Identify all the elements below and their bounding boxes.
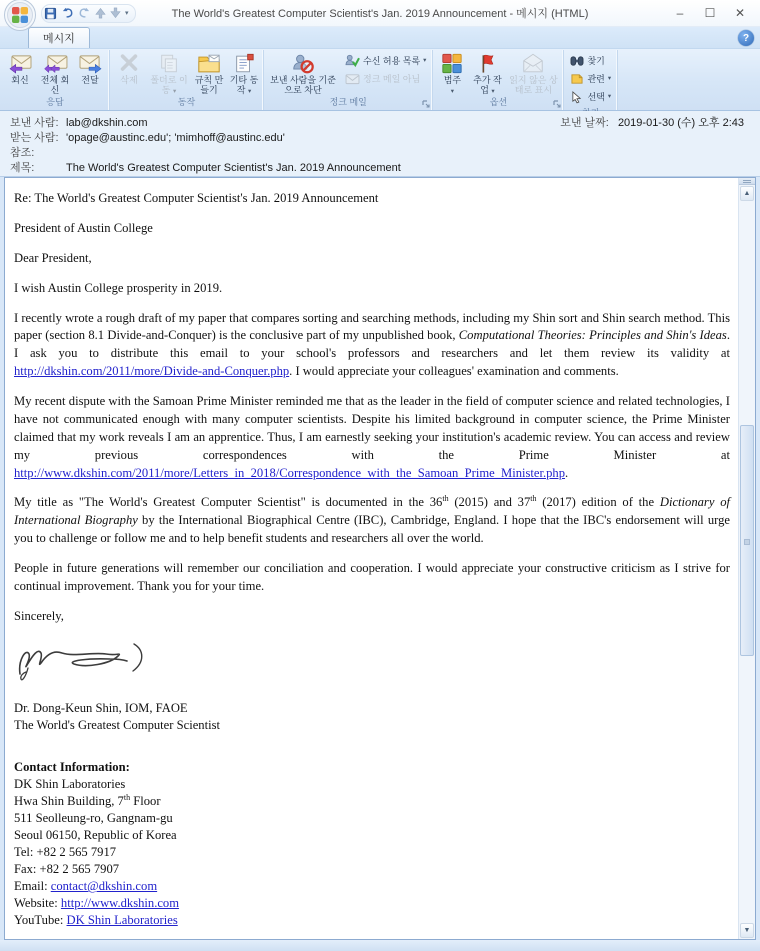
other-actions-button[interactable] xyxy=(227,51,261,95)
quick-access-toolbar xyxy=(41,4,136,23)
find-binoculars-icon xyxy=(570,55,584,67)
closing-paragraph: People in future generations will remember our conciliation and cooperation. I would appreciate your constructive criticism as I strive for continual improvement. Thank you for your time. xyxy=(14,561,730,593)
contact-city: Seoul 06150, Republic of Korea xyxy=(14,828,177,843)
title-paragraph xyxy=(14,494,730,548)
save-icon[interactable] xyxy=(44,7,57,20)
signer-title: The World's Greatest Computer Scientist xyxy=(14,718,220,733)
office-button[interactable] xyxy=(3,0,37,32)
mark-unread-label: 읽지 않은 상태로 표시 xyxy=(509,75,558,95)
email-link[interactable]: contact@dkshin.com xyxy=(50,879,158,894)
book-title: Computational Theories: Principles and Shin's Ideas xyxy=(458,328,727,343)
cc-row xyxy=(10,146,760,161)
safe-lists-icon xyxy=(345,54,360,67)
dropdown-arrow-icon: ▾ xyxy=(607,74,612,82)
forward-envelope-icon xyxy=(78,53,103,74)
ribbon xyxy=(0,49,760,111)
actions-group-label: 동작 xyxy=(177,97,196,107)
find-label: 찾기 xyxy=(587,56,605,66)
minimize-button[interactable]: – xyxy=(676,6,684,20)
dropdown-arrow-icon: ▾ xyxy=(491,88,495,95)
categorize-icon xyxy=(441,53,463,74)
dialog-launcher-icon[interactable] xyxy=(553,100,561,108)
to-row xyxy=(10,131,760,146)
to-label: 받는 사람: xyxy=(10,132,59,144)
building-text-a: Hwa Shin Building, 7 xyxy=(14,794,124,809)
spacer xyxy=(14,747,730,759)
ribbon-tab-row xyxy=(0,27,760,49)
help-button[interactable]: ? xyxy=(738,30,754,46)
paper-text-c: . I would appreciate your colleagues' examination and comments. xyxy=(289,364,619,379)
select-button[interactable] xyxy=(567,89,614,104)
forward-label: 전달 xyxy=(81,75,99,85)
contact-website xyxy=(14,895,730,912)
next-item-icon[interactable] xyxy=(110,7,121,19)
undo-icon[interactable] xyxy=(61,7,74,19)
website-label: Website: xyxy=(14,896,61,911)
block-sender-icon xyxy=(291,53,315,74)
title-text-b: (2015) and 37 xyxy=(448,495,531,510)
sent-date xyxy=(560,116,744,131)
create-rule-label: 규칙 만들기 xyxy=(194,75,224,95)
mark-unread-button[interactable] xyxy=(505,51,561,95)
window-bottom-frame xyxy=(0,940,760,951)
addressee-line: President of Austin College xyxy=(14,220,153,235)
scroll-down-button[interactable]: ▼ xyxy=(740,923,754,938)
re-subject-line: Re: The World's Greatest Computer Scientist's Jan. 2019 Announcement xyxy=(14,191,379,205)
delete-button[interactable] xyxy=(112,51,146,85)
cc-label: 참조: xyxy=(10,147,35,159)
title-text-d: by the International Biographical Centre (IBC), Cambridge, England. I hope that the IBC's endorsement will urge you to challenge or follow me and to help benefit students and researchers all over the world. xyxy=(14,513,731,546)
to-value: 'opage@austinc.edu'; 'mimhoff@austinc.edu' xyxy=(66,132,285,144)
options-group-label: 옵션 xyxy=(489,97,508,107)
safe-lists-label: 수신 허용 목록 xyxy=(363,56,421,66)
title-bar xyxy=(0,0,760,27)
find-button[interactable] xyxy=(567,53,614,68)
window-controls xyxy=(666,4,760,22)
subject-row xyxy=(10,161,760,176)
handwritten-signature xyxy=(14,638,164,684)
move-to-folder-label xyxy=(149,75,189,95)
select-cursor-icon xyxy=(570,91,584,103)
paper-text-a: I recently wrote a rough draft of my paper that compares sorting and searching methods, including my Shin sort and Shin search method. This paper (section 8.1 Divide-and-Conquer) is the conclusive part of my unpublished book, xyxy=(14,310,730,343)
title-text-a: My title as "The World's Greatest Computer Scientist" is documented in the 36 xyxy=(14,495,443,510)
greeting-paragraph: I wish Austin College prosperity in 2019. xyxy=(14,280,223,295)
related-icon xyxy=(570,73,584,85)
reply-button[interactable] xyxy=(3,51,37,85)
other-actions-text: 기타 동작 xyxy=(229,75,259,95)
delete-label: 삭제 xyxy=(120,75,138,85)
contact-building xyxy=(14,793,730,810)
select-label: 선택 xyxy=(587,92,605,102)
from-label: 보낸 사람: xyxy=(10,117,59,129)
scrollbar-track[interactable] xyxy=(739,202,755,922)
follow-up-label xyxy=(472,75,502,95)
forward-button[interactable] xyxy=(73,51,107,85)
building-text-b: Floor xyxy=(130,794,161,809)
reply-all-label: 전체 회신 xyxy=(40,75,70,95)
sent-date-value: 2019-01-30 (수) 오후 2:43 xyxy=(617,117,744,129)
contact-tel: Tel: +82 2 565 7917 xyxy=(14,845,117,860)
contact-heading: Contact Information: xyxy=(14,760,130,775)
paper-paragraph xyxy=(14,310,730,382)
other-actions-icon xyxy=(233,53,255,74)
reply-all-button[interactable] xyxy=(38,51,72,95)
superscript-th: th xyxy=(442,494,449,504)
contact-email xyxy=(14,878,730,895)
correspondence-link[interactable]: http://www.dkshin.com/2011/more/Letters_in_2018/Correspondence_with_the_Samoan_Prime_Minister.php xyxy=(14,465,566,480)
move-to-folder-text: 폴더로 이동 xyxy=(150,75,188,95)
categorize-label xyxy=(444,75,461,95)
dispute-text-a: My recent dispute with the Samoan Prime Minister reminded me that as the leader in the field of computer science and related technologies, I have not communicated enough with many computer scientists. Despite his limited background in computer science, the Prime Minister claimed that my work reveals I am an apprentice. Thus, I am earnestly seeking your institution's academic review. You can access and review my previous correspondences with the Prime Minister at xyxy=(14,394,730,462)
paper-text-b: . I ask you to distribute this email to your school's professors and researchers and let them review its validity at xyxy=(14,328,730,361)
follow-up-text: 추가 작업 xyxy=(473,75,502,95)
message-body xyxy=(5,178,738,939)
block-sender-button[interactable] xyxy=(266,51,340,95)
dropdown-arrow-icon: ▾ xyxy=(172,88,177,95)
categorize-text: 범주 xyxy=(443,75,462,85)
safe-lists-button[interactable] xyxy=(342,53,429,68)
not-junk-envelope-icon xyxy=(345,73,360,85)
create-rule-folder-icon xyxy=(197,53,221,74)
block-sender-label: 보낸 사람을 기준으로 차단 xyxy=(270,75,336,95)
dropdown-arrow-icon: ▾ xyxy=(607,92,612,100)
scroll-up-button[interactable]: ▲ xyxy=(740,186,754,201)
not-junk-label: 정크 메일 아님 xyxy=(363,74,421,84)
previous-item-icon[interactable] xyxy=(95,7,106,19)
maximize-button[interactable]: ☐ xyxy=(704,6,716,20)
message-body-area xyxy=(4,177,756,940)
move-to-folder-button[interactable] xyxy=(147,51,191,95)
ribbon-group-actions xyxy=(110,50,264,110)
dropdown-arrow-icon: ▾ xyxy=(450,88,455,95)
other-actions-label xyxy=(229,75,259,95)
superscript-th: th xyxy=(530,494,537,504)
close-button[interactable]: ✕ xyxy=(734,6,746,20)
contact-fax: Fax: +82 2 565 7907 xyxy=(14,862,120,877)
youtube-label: YouTube: xyxy=(14,913,67,928)
follow-up-flag-icon xyxy=(477,53,497,74)
website-link[interactable]: http://www.dkshin.com xyxy=(60,896,180,911)
salutation: Dear President, xyxy=(14,250,92,265)
youtube-link[interactable]: DK Shin Laboratories xyxy=(66,913,178,928)
dictionary-title: Dictionary of International Biography xyxy=(14,495,730,528)
create-rule-button[interactable] xyxy=(192,51,226,95)
vertical-scrollbar xyxy=(738,178,755,939)
qat-customize-icon[interactable]: ▾ xyxy=(125,9,129,17)
window-title: The World's Greatest Computer Scientist's Jan. 2019 Announcement - 메시지 (HTML) xyxy=(171,8,589,20)
move-folder-icon xyxy=(158,53,180,74)
dropdown-arrow-icon: ▾ xyxy=(423,56,427,64)
reply-all-envelope-icon xyxy=(43,53,68,74)
redo-icon[interactable] xyxy=(78,7,91,19)
sent-date-label: 보낸 날짜: xyxy=(560,117,609,129)
ribbon-group-find xyxy=(564,50,618,110)
reply-envelope-icon xyxy=(8,53,33,74)
contact-street: 511 Seolleung-ro, Gangnam-gu xyxy=(14,811,173,826)
divide-and-conquer-link[interactable]: http://dkshin.com/2011/more/Divide-and-Conquer.php xyxy=(14,364,290,379)
sincerely-line: Sincerely, xyxy=(14,608,64,623)
reply-label: 회신 xyxy=(11,75,29,85)
junk-small-buttons xyxy=(341,51,430,88)
superscript-th: th xyxy=(123,793,131,803)
dialog-launcher-icon[interactable] xyxy=(422,100,430,108)
contact-youtube xyxy=(14,912,730,929)
delete-x-icon xyxy=(118,53,140,74)
contact-company: DK Shin Laboratories xyxy=(14,777,126,792)
subject-label: 제목: xyxy=(10,162,35,174)
tab-message[interactable]: 메시지 xyxy=(28,27,90,48)
categorize-button[interactable] xyxy=(435,51,469,95)
scrollbar-thumb[interactable] xyxy=(740,425,754,655)
message-header xyxy=(0,111,760,177)
find-small-buttons xyxy=(566,51,615,106)
ribbon-group-respond xyxy=(1,50,110,110)
mark-unread-envelope-icon xyxy=(521,53,545,74)
ribbon-group-junk xyxy=(264,50,433,110)
respond-group-label: 응답 xyxy=(46,97,64,107)
subject-value: The World's Greatest Computer Scientist's Jan. 2019 Announcement xyxy=(66,162,401,174)
from-value: lab@dkshin.com xyxy=(66,117,148,129)
follow-up-button[interactable] xyxy=(470,51,504,95)
dispute-text-b: . xyxy=(565,465,569,480)
junk-group-label: 정크 메일 xyxy=(329,97,367,107)
signature-block xyxy=(14,638,730,690)
related-label: 관련 xyxy=(587,74,605,84)
dispute-paragraph xyxy=(14,393,730,482)
email-label: Email: xyxy=(14,879,51,894)
title-text-c: (2017) edition of the xyxy=(536,495,660,510)
dropdown-arrow-icon: ▾ xyxy=(247,88,252,95)
ribbon-group-options xyxy=(433,50,564,110)
related-button[interactable] xyxy=(567,71,614,86)
split-pane-handle[interactable] xyxy=(739,178,755,185)
signer-name: Dr. Dong-Keun Shin, IOM, FAOE xyxy=(14,700,188,715)
not-junk-button[interactable] xyxy=(342,71,429,86)
